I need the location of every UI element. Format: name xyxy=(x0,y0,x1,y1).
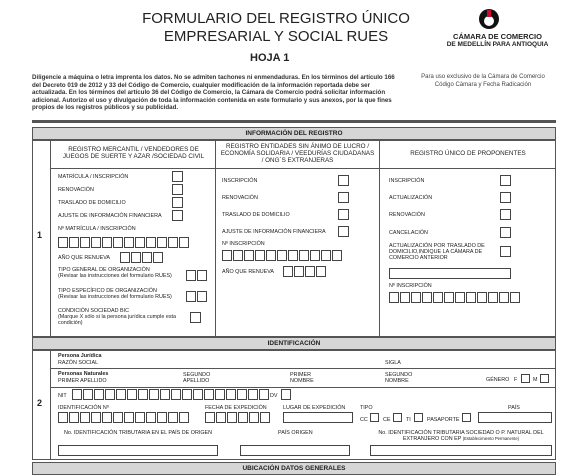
sigla-label: SIGLA xyxy=(385,360,401,366)
digit-cell[interactable] xyxy=(105,389,115,400)
digit-cell[interactable] xyxy=(332,250,342,261)
digit-cell[interactable] xyxy=(433,292,443,303)
chamber-logo-icon xyxy=(478,8,500,30)
office-use-note xyxy=(408,74,558,89)
digit-cell[interactable] xyxy=(131,252,141,263)
segundo-apellido-label: SEGUNDO APELLIDO xyxy=(183,372,211,385)
digit-cell[interactable] xyxy=(288,250,298,261)
option-label: RENOVACIÓN xyxy=(222,195,258,201)
renovacion-checkbox[interactable] xyxy=(172,184,183,195)
option-label: INSCRIPCIÓN xyxy=(389,178,425,184)
digit-cell[interactable] xyxy=(422,292,432,303)
digit-cell[interactable] xyxy=(58,237,68,248)
rup-inscripcion-checkbox[interactable] xyxy=(500,175,511,186)
sheet-label: HOJA 1 xyxy=(250,52,290,64)
digit-cell[interactable] xyxy=(266,250,276,261)
tipo-especifico-cells[interactable] xyxy=(186,291,207,302)
pais-label: PAÍS xyxy=(508,405,520,411)
esal-inscripcion-number-label: Nº INSCRIPCIÓN xyxy=(222,241,265,247)
digit-cell[interactable] xyxy=(149,389,159,400)
segundo-nombre-label: SEGUNDO NOMBRE xyxy=(385,372,413,385)
column-header-proponentes: REGISTRO ÚNICO DE PROPONENTES xyxy=(410,150,526,157)
digit-cell[interactable] xyxy=(80,237,90,248)
option-label: INSCRIPCIÓN xyxy=(222,178,258,184)
pasaporte-checkbox[interactable] xyxy=(462,413,471,422)
digit-cell[interactable] xyxy=(310,250,320,261)
digit-cell[interactable] xyxy=(157,237,167,248)
digit-cell[interactable] xyxy=(146,237,156,248)
digit-cell[interactable] xyxy=(237,389,247,400)
option-label: ACTUALIZACIÓN xyxy=(389,195,433,201)
section-band-identificacion: IDENTIFICACIÓN xyxy=(32,337,556,350)
digit-cell[interactable] xyxy=(58,412,68,423)
lugar-expedicion-label: LUGAR DE EXPEDICIÓN xyxy=(283,405,346,411)
digit-cell[interactable] xyxy=(244,250,254,261)
digit-cell[interactable] xyxy=(171,389,181,400)
title-line-1: FORMULARIO DEL REGISTRO ÚNICO xyxy=(142,10,410,27)
section-band-ubicacion: UBICACIÓN DATOS GENERALES xyxy=(32,462,556,475)
cc-checkbox[interactable] xyxy=(370,413,379,422)
digit-cell[interactable] xyxy=(160,389,170,400)
digit-cell[interactable] xyxy=(222,250,232,261)
ajuste-financiero-checkbox[interactable] xyxy=(172,210,183,221)
digit-cell[interactable] xyxy=(499,292,509,303)
cc-label: CC xyxy=(360,417,368,423)
identificacion-cells[interactable] xyxy=(58,412,189,423)
pais-origen-field[interactable] xyxy=(240,445,350,456)
digit-cell[interactable] xyxy=(182,389,192,400)
digit-cell[interactable] xyxy=(179,412,189,423)
nit-sociedad-label xyxy=(370,430,552,442)
digit-cell[interactable] xyxy=(216,412,226,423)
rup-renovacion-checkbox[interactable] xyxy=(500,209,511,220)
primer-nombre-label: PRIMER NOMBRE xyxy=(290,372,314,385)
rup-traslado-checkbox[interactable] xyxy=(500,246,511,257)
fecha-expedicion-cells[interactable] xyxy=(205,412,270,423)
renueva-year-cells[interactable] xyxy=(120,252,163,263)
lugar-expedicion-field[interactable] xyxy=(283,412,353,423)
column-header-mercantil: REGISTRO MERCANTIL / VENDEDORES DE JUEGOS DE SUERTE Y AZAR /SOCIEDAD CIVIL xyxy=(62,146,205,161)
header-row-divider xyxy=(50,168,556,169)
option-label: MATRÍCULA / INSCRIPCIÓN xyxy=(58,174,129,180)
digit-cell[interactable] xyxy=(233,250,243,261)
tipo-especifico-text: TIPO ESPECÍFICO DE ORGANIZACIÓN xyxy=(58,288,157,294)
digit-cell[interactable] xyxy=(259,389,269,400)
identificacion-label: IDENTIFICACIÓN Nº xyxy=(58,405,109,411)
esal-ajuste-checkbox[interactable] xyxy=(338,226,349,237)
office-use-line-2: Código Cámara y Fecha Radicación xyxy=(434,81,532,88)
column-header-esal: REGISTRO ENTIDADES SIN ÁNIMO DE LUCRO / ECONOMÍA SOLIDARIA / VEEDURÍAS CIUDADANAS / ONG´S EXTRANJERAS xyxy=(220,143,375,165)
code-cell[interactable] xyxy=(186,270,196,281)
ti-checkbox[interactable] xyxy=(414,413,423,422)
esal-renueva-label: AÑO QUE RENUEVA xyxy=(222,269,275,275)
row-divider xyxy=(50,387,556,388)
tipo-general-text: TIPO GENERAL DE ORGANIZACIÓN xyxy=(58,267,150,273)
genero-label: GÉNERO xyxy=(486,377,510,383)
digit-cell[interactable] xyxy=(411,292,421,303)
digit-cell[interactable] xyxy=(83,389,93,400)
digit-cell[interactable] xyxy=(157,412,167,423)
primer-apellido-label: PRIMER APELLIDO xyxy=(58,378,107,384)
pasaporte-label: PASAPORTE xyxy=(427,417,460,423)
digit-cell[interactable] xyxy=(113,412,123,423)
option-label: TRASLADO DE DOMICILIO xyxy=(222,212,290,218)
nit-sociedad-field[interactable] xyxy=(370,445,552,456)
section-number-1: 1 xyxy=(37,230,43,240)
genero-f-label: F xyxy=(514,377,518,383)
esal-inscripcion-checkbox[interactable] xyxy=(338,175,349,186)
logo-line-2: DE MEDELLÍN PARA ANTIOQUIA xyxy=(446,41,549,48)
digit-cell[interactable] xyxy=(135,412,145,423)
nit-sociedad-text: No. IDENTIFICACIÓN TRIBUTARIA SOCIEDAD O P. NATURAL DEL EXTRANJERO CON EP xyxy=(378,430,544,443)
option-label: AJUSTE DE INFORMACIÓN FINANCIERA xyxy=(222,229,326,235)
digit-cell[interactable] xyxy=(94,389,104,400)
digit-cell[interactable] xyxy=(179,237,189,248)
column-divider xyxy=(215,140,216,337)
digit-cell[interactable] xyxy=(510,292,520,303)
digit-cell[interactable] xyxy=(305,266,315,277)
digit-cell[interactable] xyxy=(205,412,215,423)
rup-inscripcion-number-label: Nº INSCRIPCIÓN xyxy=(389,283,432,289)
digit-cell[interactable] xyxy=(135,237,145,248)
digit-cell[interactable] xyxy=(226,389,236,400)
digit-cell[interactable] xyxy=(277,250,287,261)
digit-cell[interactable] xyxy=(455,292,465,303)
section-number-2: 2 xyxy=(37,398,43,408)
option-label: RENOVACIÓN xyxy=(389,212,425,218)
digit-cell[interactable] xyxy=(389,292,399,303)
digit-cell[interactable] xyxy=(400,292,410,303)
razon-social-label: RAZÓN SOCIAL xyxy=(58,360,99,366)
matricula-number-cells[interactable] xyxy=(58,237,189,248)
esal-traslado-checkbox[interactable] xyxy=(338,209,349,220)
tipo-label: TIPO xyxy=(360,405,373,411)
option-label: CANCELACIÓN xyxy=(389,230,428,236)
digit-cell[interactable] xyxy=(69,237,79,248)
rup-cancelacion-checkbox[interactable] xyxy=(500,227,511,238)
row-divider xyxy=(50,368,556,369)
camara-anterior-field[interactable] xyxy=(389,268,511,279)
digit-cell[interactable] xyxy=(283,266,293,277)
digit-cell[interactable] xyxy=(193,389,203,400)
condicion-bic-text: CONDICIÓN SOCIEDAD BIC xyxy=(58,308,129,314)
digit-cell[interactable] xyxy=(116,389,126,400)
ce-checkbox[interactable] xyxy=(393,413,402,422)
condicion-bic-checkbox[interactable] xyxy=(190,312,201,323)
digit-cell[interactable] xyxy=(260,412,270,423)
digit-cell[interactable] xyxy=(294,266,304,277)
chamber-logo-text xyxy=(440,33,555,48)
digit-cell[interactable] xyxy=(248,389,258,400)
digit-cell[interactable] xyxy=(153,252,163,263)
digit-cell[interactable] xyxy=(142,252,152,263)
section-number-divider xyxy=(50,140,51,337)
digit-cell[interactable] xyxy=(124,237,134,248)
genero-m-checkbox[interactable] xyxy=(540,374,549,383)
nit-cells[interactable] xyxy=(72,389,269,400)
digit-cell[interactable] xyxy=(227,412,237,423)
section-band-registro: INFORMACIÓN DEL REGISTRO xyxy=(32,127,556,140)
dv-cell[interactable] xyxy=(281,389,291,400)
traslado-checkbox[interactable] xyxy=(172,197,183,208)
digit-cell[interactable] xyxy=(120,252,130,263)
digit-cell[interactable] xyxy=(102,237,112,248)
tipo-especifico-label xyxy=(58,288,172,300)
digit-cell[interactable] xyxy=(146,412,156,423)
nit-origen-field[interactable] xyxy=(58,445,218,456)
digit-cell[interactable] xyxy=(299,250,309,261)
fecha-expedicion-label: FECHA DE EXPEDICIÓN xyxy=(205,405,267,411)
digit-cell[interactable] xyxy=(321,250,331,261)
digit-cell[interactable] xyxy=(72,389,82,400)
digit-cell[interactable] xyxy=(255,250,265,261)
section-number-divider xyxy=(50,350,51,460)
genero-m-label: M xyxy=(533,377,538,383)
ce-label: CE xyxy=(383,417,391,423)
digit-cell[interactable] xyxy=(168,237,178,248)
digit-cell[interactable] xyxy=(127,389,137,400)
digit-cell[interactable] xyxy=(91,412,101,423)
digit-cell[interactable] xyxy=(138,389,148,400)
digit-cell[interactable] xyxy=(204,389,214,400)
code-cell[interactable] xyxy=(197,270,207,281)
digit-cell[interactable] xyxy=(238,412,248,423)
renueva-label: AÑO QUE RENUEVA xyxy=(58,255,111,261)
condicion-bic-label xyxy=(58,308,186,327)
digit-cell[interactable] xyxy=(124,412,134,423)
personas-naturales-label: Personas Naturales xyxy=(58,371,109,377)
digit-cell[interactable] xyxy=(113,237,123,248)
ti-label: TI xyxy=(406,417,411,423)
tipo-general-label xyxy=(58,267,172,279)
column-divider xyxy=(379,140,380,337)
digit-cell[interactable] xyxy=(168,412,178,423)
divider-stripe xyxy=(32,120,556,123)
esal-inscripcion-cells[interactable] xyxy=(222,250,342,261)
rup-inscripcion-cells[interactable] xyxy=(389,292,520,303)
logo-line-1: CÁMARA DE COMERCIO xyxy=(453,32,542,41)
digit-cell[interactable] xyxy=(444,292,454,303)
digit-cell[interactable] xyxy=(80,412,90,423)
instructions-notice: Diligencie a máquina o letra imprenta los datos. No se admiten tachones ni enmendaduras. En los términos del artículo 166 del Decreto 019 de 2012 y 33 del Código de Comercio, cualquier modificación de la información reportada debe ser actualizada. En los términos del artículo 36 del Código de Comercio, la Cámara de Comercio podrá solicitar información adicional. Autorizo el uso y divulgación de toda la información contenida en este formulario y sus anexos, por la que fines propios de los registros públicos y su publicidad. xyxy=(32,74,395,112)
matricula-checkbox[interactable] xyxy=(172,171,183,182)
digit-cell[interactable] xyxy=(215,389,225,400)
option-label: AJUSTE DE INFORMACIÓN FINANCIERA xyxy=(58,213,162,219)
digit-cell[interactable] xyxy=(69,412,79,423)
tipo-general-cells[interactable] xyxy=(186,270,207,281)
option-label: TRASLADO DE DOMICILIO xyxy=(58,200,126,206)
genero-f-checkbox[interactable] xyxy=(521,374,530,383)
nit-origen-label: No. IDENTIFICACIÓN TRIBUTARIA EN EL PAÍS DE ORIGEN xyxy=(63,430,213,436)
rup-actualizacion-checkbox[interactable] xyxy=(500,192,511,203)
matricula-number-label: Nº MATRÍCULA / INSCRIPCIÓN xyxy=(58,226,136,232)
esal-renueva-cells[interactable] xyxy=(283,266,326,277)
digit-cell[interactable] xyxy=(466,292,476,303)
tipo-especifico-note: (Revisar las instrucciones del formulario RUES) xyxy=(58,294,172,301)
office-use-line-1: Para uso exclusivo de la Cámara de Comercio xyxy=(421,74,545,80)
rup-traslado-label: ACTUALIZACIÓN POR TRASLADO DE DOMICILIO,INDIQUE LA CÁMARA DE COMERCIO ANTERIOR xyxy=(389,243,485,262)
digit-cell[interactable] xyxy=(316,266,326,277)
nit-label: NIT xyxy=(58,393,67,399)
dv-label: DV xyxy=(270,393,278,399)
digit-cell[interactable] xyxy=(102,412,112,423)
code-cell[interactable] xyxy=(186,291,196,302)
persona-juridica-label: Persona Jurídica xyxy=(58,353,102,359)
digit-cell[interactable] xyxy=(91,237,101,248)
digit-cell[interactable] xyxy=(488,292,498,303)
esal-renovacion-checkbox[interactable] xyxy=(338,192,349,203)
title-line-2: EMPRESARIAL Y SOCIAL RUES xyxy=(163,28,389,45)
pais-origen-label: PAÍS ORIGEN xyxy=(278,430,313,436)
establecimiento-note: (Establecimiento Permanente) xyxy=(462,436,520,442)
digit-cell[interactable] xyxy=(477,292,487,303)
tipo-general-note: (Revisar las instrucciones del formulario RUES) xyxy=(58,273,172,280)
condicion-bic-note: (Marque X sólo si la persona jurídica cumple esta condición) xyxy=(58,314,177,327)
pais-field[interactable] xyxy=(478,412,552,423)
code-cell[interactable] xyxy=(197,291,207,302)
form-title xyxy=(120,10,432,46)
digit-cell[interactable] xyxy=(249,412,259,423)
option-label: RENOVACIÓN xyxy=(58,187,94,193)
